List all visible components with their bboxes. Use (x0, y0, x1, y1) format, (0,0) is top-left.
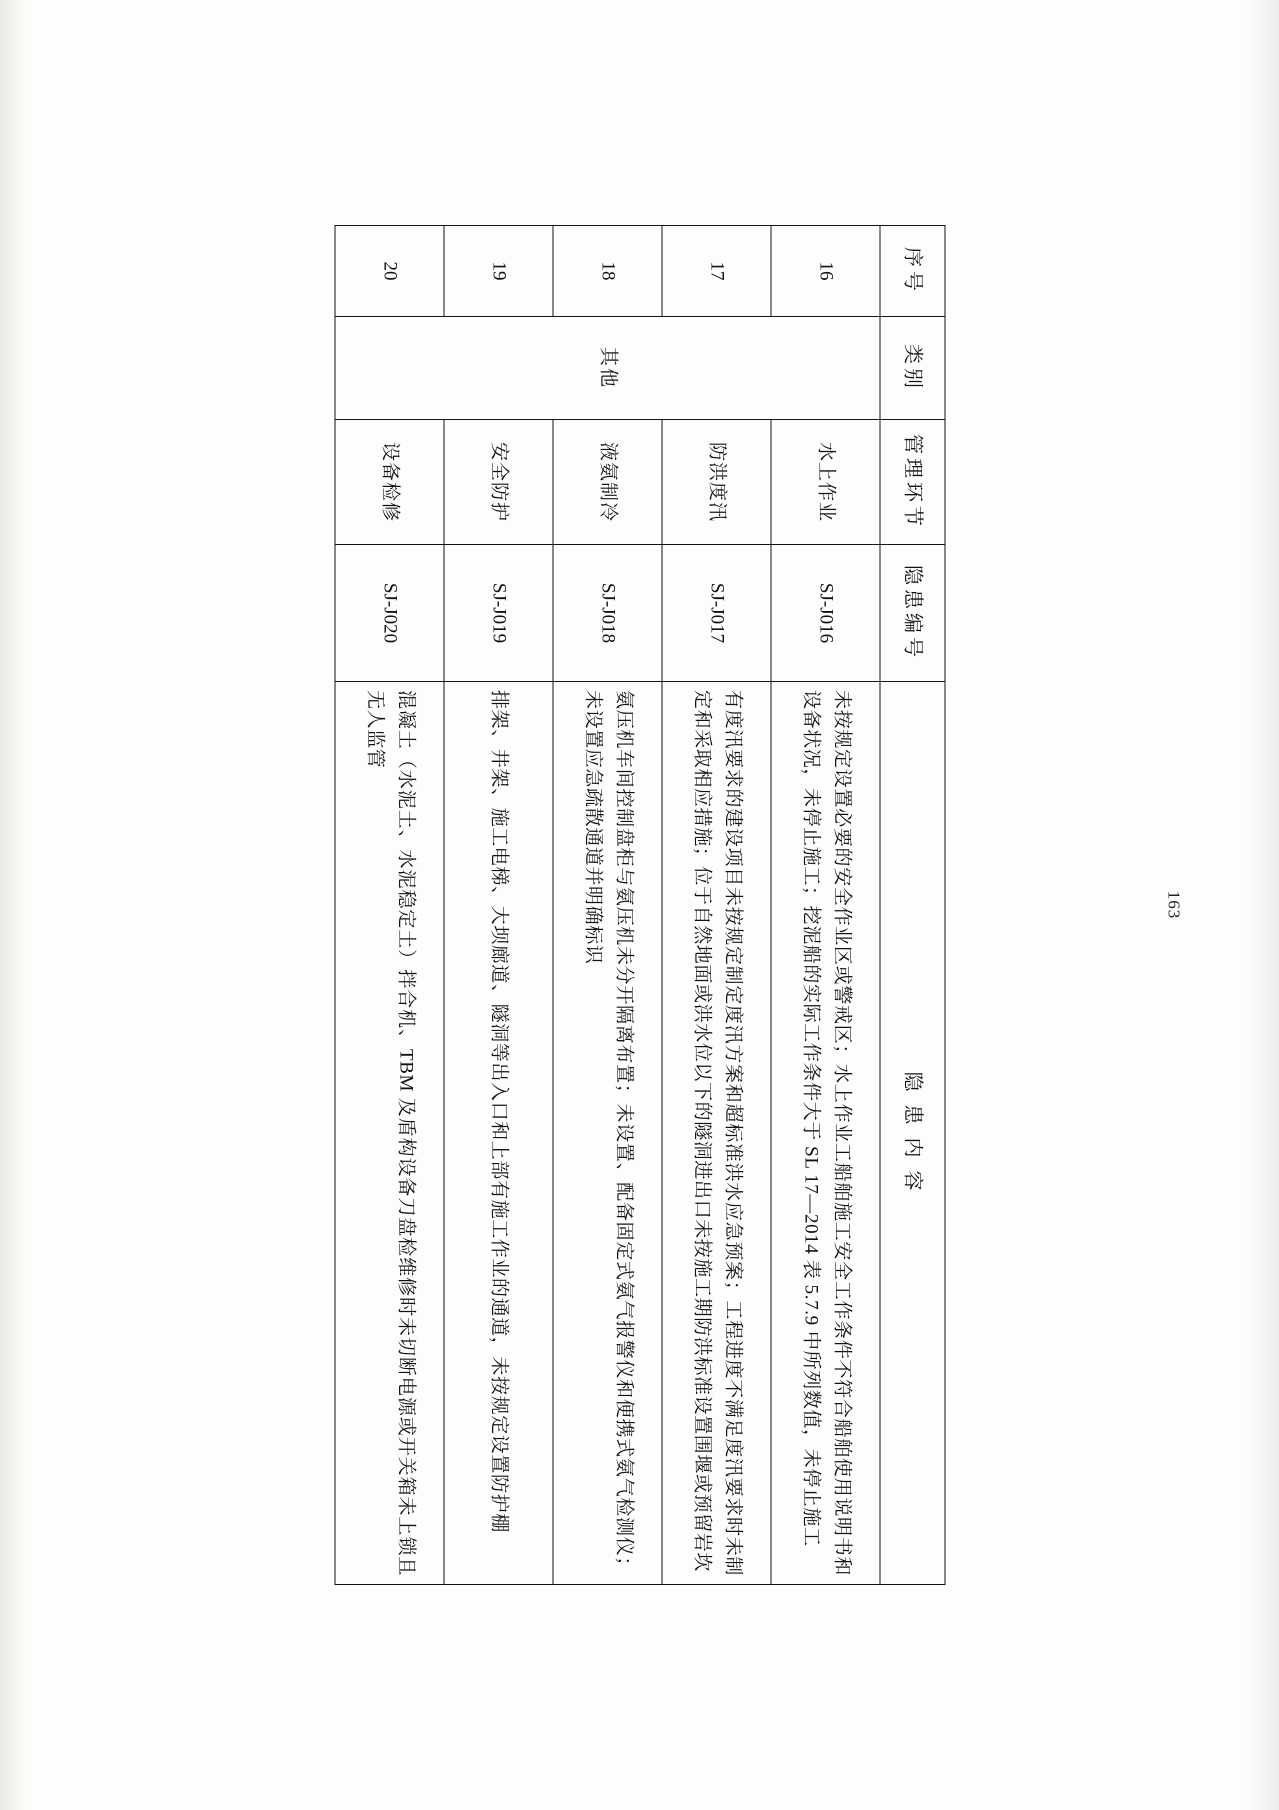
cell-seq: 16 (771, 226, 880, 317)
cell-link: 液氨制冷 (553, 420, 662, 545)
cell-link: 水上作业 (771, 420, 880, 545)
hazard-table-container (334, 225, 945, 1585)
cell-code: SJ-J020 (335, 545, 444, 682)
cell-code: SJ-J019 (444, 545, 553, 682)
cell-content: 排架、井架、施工电梯、大坝廊道、隧洞等出入口和上部有施工作业的通道，未按规定设置防护棚 (444, 682, 553, 1585)
table-row (444, 226, 553, 1585)
header-link: 管理环节 (880, 420, 945, 545)
cell-content: 混凝土（水泥土、水泥稳定土）拌合机、TBM 及盾构设备刀盘检维修时未切断电源或开关箱未上锁且无人监管 (335, 682, 444, 1585)
table-row (335, 226, 444, 1585)
cell-seq: 20 (335, 226, 444, 317)
cell-link: 安全防护 (444, 420, 553, 545)
cell-link: 设备检修 (335, 420, 444, 545)
table-header-row (880, 226, 945, 1585)
cell-seq: 19 (444, 226, 553, 317)
header-seq: 序号 (880, 226, 945, 317)
cell-content: 氨压机车间控制盘柜与氨压机未分开隔离布置；未设置、配备固定式氨气报警仪和便携式氨气检测仪；未设置应急疏散通道并明确标识 (553, 682, 662, 1585)
cell-code: SJ-J017 (662, 545, 771, 682)
cell-seq: 17 (662, 226, 771, 317)
cell-code: SJ-J016 (771, 545, 880, 682)
cell-content: 有度汛要求的建设项目未按规定制定度汛方案和超标准洪水应急预案；工程进度不满足度汛要求时未制定和采取相应措施；位于自然地面或洪水位以下的隧洞进出口未按施工期防洪标准设置围堰或预留岩坎 (662, 682, 771, 1585)
cell-seq: 18 (553, 226, 662, 317)
table-header (880, 226, 945, 1585)
cell-category-merged: 其他 (335, 317, 880, 420)
page-edge-left (0, 0, 26, 1810)
cell-content: 未按规定设置必要的安全作业区或警戒区；水上作业工船舶施工安全工作条件不符合船舶使用说明书和设备状况，未停止施工；挖泥船的实际工作条件大于 SL 17—2014 表 5.7.9 中所列数值，未停止施工 (771, 682, 880, 1585)
table-row (553, 226, 662, 1585)
hazard-table (334, 225, 945, 1585)
page-number: 163 (1163, 890, 1183, 920)
page-edge-right (1245, 0, 1279, 1810)
table-row (662, 226, 771, 1585)
header-content: 隐 患 内 容 (880, 682, 945, 1585)
cell-code: SJ-J018 (553, 545, 662, 682)
header-category: 类别 (880, 317, 945, 420)
table-row (771, 226, 880, 1585)
table-body (335, 226, 880, 1585)
header-code: 隐患编号 (880, 545, 945, 682)
cell-link: 防洪度汛 (662, 420, 771, 545)
